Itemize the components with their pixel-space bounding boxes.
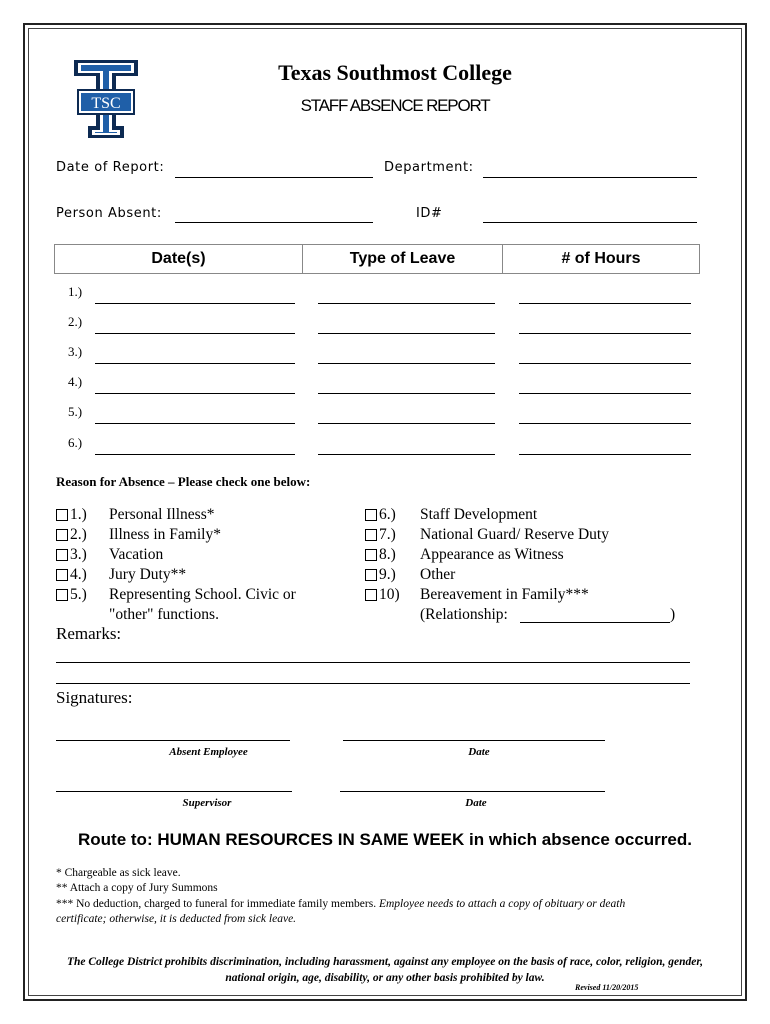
checkbox[interactable] — [56, 569, 68, 581]
reason-number: 3.) — [70, 546, 87, 563]
row-4-date-field[interactable] — [95, 393, 295, 394]
row-5-leave-field[interactable] — [318, 423, 495, 424]
header-dates: Date(s) — [55, 245, 303, 273]
header-hours: # of Hours — [561, 250, 641, 267]
checkbox[interactable] — [56, 529, 68, 541]
row-6-hours-field[interactable] — [519, 454, 691, 455]
reason-label: Other — [420, 566, 456, 583]
revised-date: Revised 11/20/2015 — [575, 983, 639, 992]
row-5-hours-field[interactable] — [519, 423, 691, 424]
reason-option-5[interactable] — [56, 586, 296, 604]
reason-label: Personal Illness* — [109, 506, 215, 523]
reason-option-4[interactable] — [56, 566, 187, 584]
reason-number: 4.) — [70, 566, 87, 583]
checkbox[interactable] — [365, 509, 377, 521]
remarks-line-2[interactable] — [56, 683, 690, 684]
checkbox[interactable] — [56, 549, 68, 561]
row-1-date-field[interactable] — [95, 303, 295, 304]
reason-label: Bereavement in Family*** — [420, 586, 589, 603]
row-number: 5.) — [68, 404, 83, 419]
row-number: 2.) — [68, 314, 83, 329]
date-of-report-label: Date of Report: — [56, 160, 165, 175]
note-jury-summons: ** Attach a copy of Jury Summons — [56, 882, 218, 894]
reason-label: Illness in Family* — [109, 526, 221, 543]
college-name: Texas Southmost College — [278, 60, 512, 85]
note-funeral-italic: Employee needs to attach a copy of obituary or death — [378, 898, 626, 910]
reason-label: Representing School. Civic or — [109, 586, 296, 603]
relationship-field[interactable] — [520, 622, 670, 623]
reason-number: 9.) — [379, 566, 396, 583]
reason-label: Staff Development — [420, 506, 538, 523]
reason-option-7[interactable] — [365, 526, 609, 544]
id-label: ID# — [416, 206, 443, 221]
reason-label-continuation: "other" functions. — [109, 606, 219, 623]
date-2-signature-line[interactable] — [340, 791, 605, 792]
reason-number: 5.) — [70, 586, 87, 603]
row-2-hours-field[interactable] — [519, 333, 691, 334]
note-funeral-continuation: certificate; otherwise, it is deducted from sick leave. — [56, 913, 297, 925]
row-number: 3.) — [68, 344, 83, 359]
id-field[interactable] — [483, 222, 697, 223]
note-sick-leave: * Chargeable as sick leave. — [56, 867, 181, 879]
person-absent-label: Person Absent: — [56, 206, 162, 221]
relationship-open: (Relationship: — [420, 606, 508, 623]
supervisor-signature-line[interactable] — [56, 791, 292, 792]
form-title: STAFF ABSENCE REPORT — [300, 96, 490, 115]
row-3-hours-field[interactable] — [519, 363, 691, 364]
reason-number: 10) — [379, 586, 400, 603]
reason-option-6[interactable] — [365, 506, 538, 524]
checkbox[interactable] — [365, 569, 377, 581]
row-number: 1.) — [68, 284, 83, 299]
reason-number: 6.) — [379, 506, 396, 523]
reason-label: Vacation — [109, 546, 164, 563]
reason-option-3[interactable] — [56, 546, 164, 564]
row-4-leave-field[interactable] — [318, 393, 495, 394]
checkbox[interactable] — [56, 589, 68, 601]
row-5-date-field[interactable] — [95, 423, 295, 424]
reason-option-8[interactable] — [365, 546, 564, 564]
reason-heading: Reason for Absence – Please check one below: — [56, 474, 311, 489]
checkbox[interactable] — [365, 589, 377, 601]
reason-label: Appearance as Witness — [420, 546, 564, 563]
supervisor-caption: Supervisor — [182, 797, 232, 809]
absence-table-header — [54, 244, 700, 274]
relationship-close: ) — [670, 606, 676, 623]
department-label: Department: — [384, 160, 474, 175]
signatures-label: Signatures: — [56, 688, 133, 707]
nondiscrimination-policy: The College District prohibits discrimination, including harassment, against any employee on the basis of race, color, religion, gender, national origin, age, disability, or any other basis prohibited by law. — [66, 956, 704, 984]
reason-number: 8.) — [379, 546, 396, 563]
reason-number: 1.) — [70, 506, 87, 523]
row-2-leave-field[interactable] — [318, 333, 495, 334]
date-1-signature-line[interactable] — [343, 740, 605, 741]
date-2-caption: Date — [465, 797, 487, 809]
row-2-date-field[interactable] — [95, 333, 295, 334]
checkbox[interactable] — [56, 509, 68, 521]
absent-employee-signature-line[interactable] — [56, 740, 290, 741]
date-of-report-field[interactable] — [175, 177, 373, 178]
row-6-date-field[interactable] — [95, 454, 295, 455]
remarks-label: Remarks: — [56, 624, 122, 643]
reason-option-1[interactable] — [56, 506, 215, 524]
row-6-leave-field[interactable] — [318, 454, 495, 455]
reason-number: 7.) — [379, 526, 396, 543]
note-funeral-text: *** No deduction, charged to funeral for immediate family members. — [56, 898, 377, 910]
note-funeral — [56, 898, 625, 910]
checkbox[interactable] — [365, 529, 377, 541]
row-number: 6.) — [68, 435, 83, 450]
reason-option-2[interactable] — [56, 526, 221, 544]
department-field[interactable] — [483, 177, 697, 178]
reason-number: 2.) — [70, 526, 87, 543]
date-1-caption: Date — [468, 746, 490, 758]
header-type-of-leave: Type of Leave — [303, 245, 503, 273]
row-1-leave-field[interactable] — [318, 303, 495, 304]
person-absent-field[interactable] — [175, 222, 373, 223]
remarks-line-1[interactable] — [56, 662, 690, 663]
row-3-date-field[interactable] — [95, 363, 295, 364]
row-1-hours-field[interactable] — [519, 303, 691, 304]
logo-text: TSC — [91, 95, 121, 112]
checkbox[interactable] — [365, 549, 377, 561]
row-number: 4.) — [68, 374, 83, 389]
reason-label: Jury Duty** — [109, 566, 187, 583]
reason-option-10[interactable] — [365, 586, 589, 604]
route-instruction: Route to: HUMAN RESOURCES IN SAME WEEK in which absence occurred. — [78, 830, 692, 849]
reason-option-9[interactable] — [365, 566, 456, 584]
reason-label: National Guard/ Reserve Duty — [420, 526, 609, 543]
row-4-hours-field[interactable] — [519, 393, 691, 394]
absent-employee-caption: Absent Employee — [169, 746, 248, 758]
row-3-leave-field[interactable] — [318, 363, 495, 364]
